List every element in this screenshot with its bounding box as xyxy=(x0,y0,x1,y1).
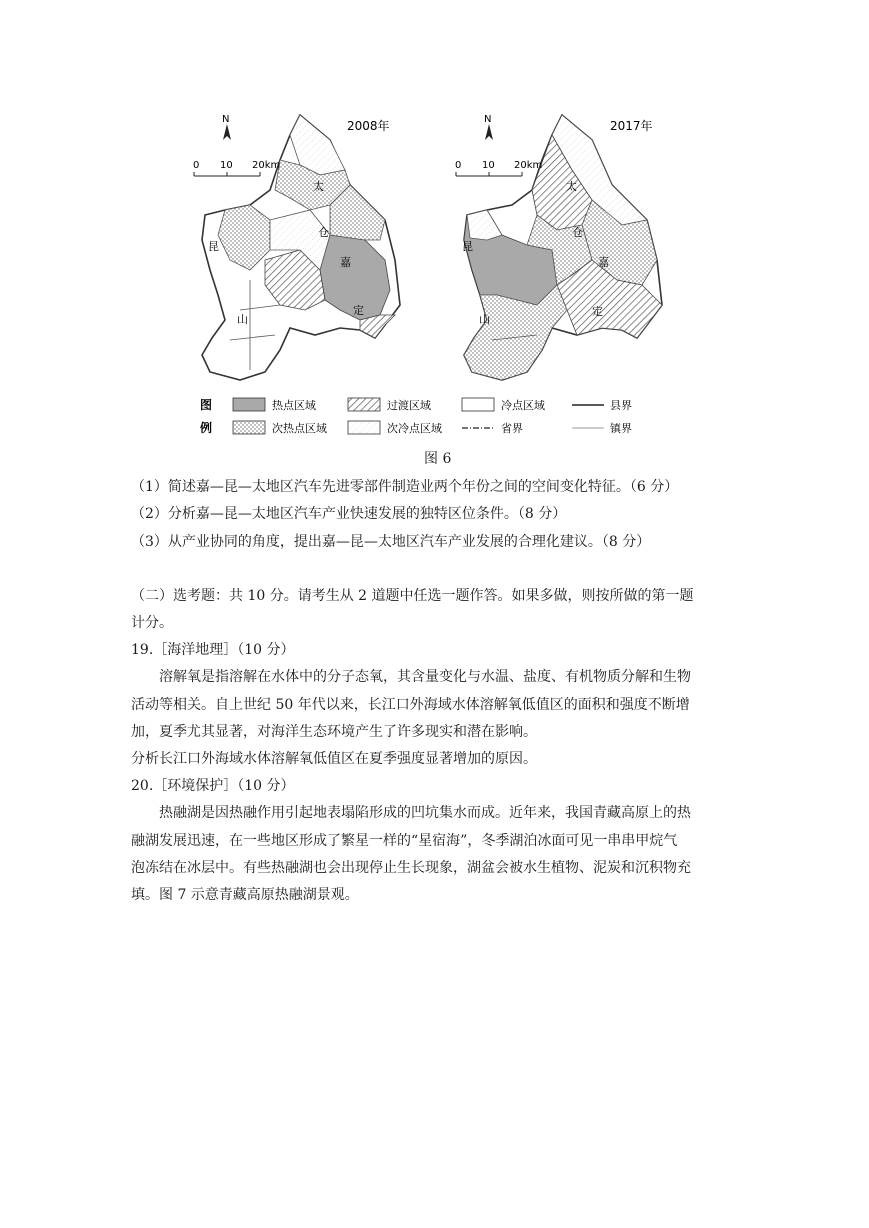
legend-swatch-secondary-hot xyxy=(233,421,265,434)
legend-heading-2: 例 xyxy=(200,421,213,435)
map-2017-scale-bar xyxy=(455,160,542,176)
legend-county: 县界 xyxy=(610,399,632,412)
question-20-title: 20.［环境保护］（10 分） xyxy=(131,778,295,794)
question-2: （2）分析嘉—昆—太地区汽车产业快速发展的独特区位条件。（8 分） xyxy=(131,506,567,522)
legend-province: 省界 xyxy=(501,422,523,435)
svg-text:10: 10 xyxy=(220,160,233,171)
svg-text:0: 0 xyxy=(193,160,200,171)
map-legend xyxy=(200,398,632,435)
legend-secondary-hot: 次热点区域 xyxy=(272,422,327,435)
map-2008-north-arrow xyxy=(222,114,231,140)
legend-secondary-cold: 次冷点区域 xyxy=(387,422,442,435)
map-2008-label-shan: 山 xyxy=(237,313,248,326)
map-2008-jiading-south xyxy=(360,315,395,338)
figure-6 xyxy=(180,110,700,455)
legend-cold: 冷点区域 xyxy=(501,399,545,412)
map-2017-year: 2017年 xyxy=(610,119,653,133)
legend-hot: 热点区域 xyxy=(272,399,316,412)
question-20-line-2: 融湖发展迅速，在一些地区形成了繁星一样的“星宿海”，冬季湖泊冰面可见一串串甲烷气 xyxy=(131,833,678,849)
question-19-line-2: 活动等相关。自上世纪 50 年代以来，长江口外海域水体溶解氧低值区的面积和强度不断增 xyxy=(131,697,690,713)
question-3: （3）从产业协同的角度，提出嘉—昆—太地区汽车产业发展的合理化建议。（8 分） xyxy=(131,534,651,550)
legend-swatch-secondary-cold xyxy=(348,421,380,434)
question-20-line-3: 泡冻结在冰层中。有些热融湖也会出现停止生长现象，湖盆会被水生植物、泥炭和沉积物充 xyxy=(131,860,691,876)
svg-text:20km: 20km xyxy=(252,160,281,171)
svg-text:0: 0 xyxy=(455,160,462,171)
question-19-line-4: 分析长江口外海域水体溶解氧低值区在夏季强度显著增加的原因。 xyxy=(131,751,537,767)
map-2017-label-kun: 昆 xyxy=(462,240,473,253)
map-2017-label-ding: 定 xyxy=(592,305,603,318)
map-2008-year: 2008年 xyxy=(347,119,390,133)
question-20-line-1: 热融湖是因热融作用引起地表塌陷形成的凹坑集水而成。近年来，我国青藏高原上的热 xyxy=(159,805,691,821)
map-2017 xyxy=(455,114,662,380)
map-2008-label-kun: 昆 xyxy=(208,240,219,253)
svg-text:N: N xyxy=(222,114,230,125)
svg-text:10: 10 xyxy=(482,160,495,171)
section-heading-line-2: 计分。 xyxy=(131,615,173,631)
map-figure xyxy=(180,110,700,455)
question-19-title: 19.［海洋地理］（10 分） xyxy=(131,642,295,658)
map-2008-scale-bar xyxy=(193,160,280,176)
legend-transition: 过渡区域 xyxy=(387,399,431,412)
map-2017-north-arrow xyxy=(484,114,493,140)
question-19-line-3: 加，夏季尤其显著，对海洋生态环境产生了许多现实和潜在影响。 xyxy=(131,724,537,740)
legend-swatch-cold xyxy=(462,398,494,411)
legend-swatch-hot xyxy=(233,398,265,411)
question-19-line-1: 溶解氧是指溶解在水体中的分子态氧，其含量变化与水温、盐度、有机物质分解和生物 xyxy=(159,669,691,685)
legend-town: 镇界 xyxy=(610,422,632,435)
svg-text:N: N xyxy=(484,114,492,125)
legend-heading-1: 图 xyxy=(200,398,213,412)
question-1: （1）简述嘉—昆—太地区汽车先进零部件制造业两个年份之间的空间变化特征。（6 分） xyxy=(131,479,679,495)
map-2008-label-cang: 仓 xyxy=(318,226,329,239)
legend-swatch-transition xyxy=(348,398,380,411)
map-2008-label-ding: 定 xyxy=(353,304,364,317)
section-heading-line-1: （二）选考题：共 10 分。请考生从 2 道题中任选一题作答。如果多做，则按所做的第一题 xyxy=(131,588,694,604)
map-2017-label-cang: 仓 xyxy=(572,226,583,239)
figure-caption: 图 6 xyxy=(424,451,452,467)
map-2008-label-tai: 太 xyxy=(313,180,324,193)
question-20-line-4: 填。图 7 示意青藏高原热融湖景观。 xyxy=(131,887,359,903)
map-2008-label-jia: 嘉 xyxy=(340,256,351,269)
map-2017-label-shan: 山 xyxy=(479,313,490,326)
svg-text:20km: 20km xyxy=(514,160,543,171)
map-2017-label-tai: 太 xyxy=(566,180,577,193)
map-2008 xyxy=(193,114,400,380)
map-2017-southwest-secondary xyxy=(464,285,567,380)
map-2017-label-jia: 嘉 xyxy=(598,256,609,269)
